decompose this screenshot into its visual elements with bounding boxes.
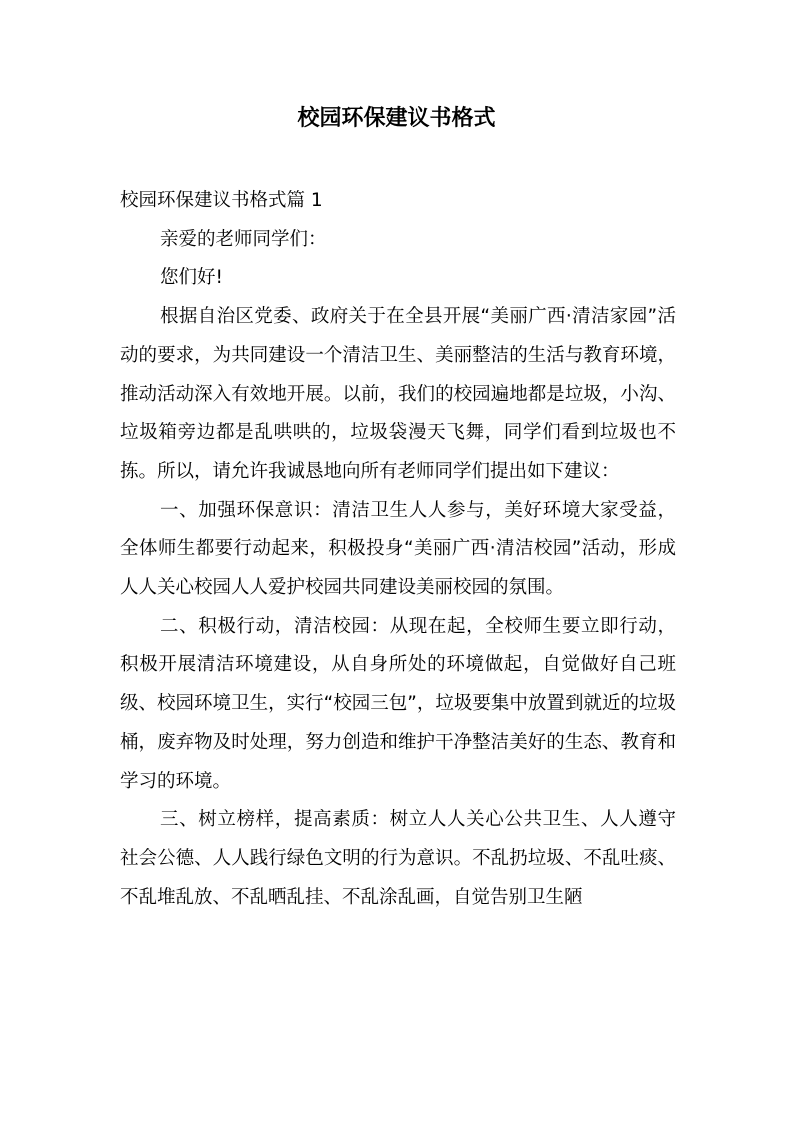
section-heading: 校园环保建议书格式篇 1 [120,190,323,211]
greeting-paragraph: 您们好! [160,267,223,289]
document-body [120,182,676,917]
intro-paragraph: 根据自治区党委、政府关于在全县开展“美丽广西·清洁家园”活动的要求，为共同建设一个清洁卫生、美丽整洁的生活与教育环境，推动活动深入有效地开展。以前，我们的校园遍地都是垃圾，小沟、垃圾箱旁边都是乱哄哄的，垃圾袋漫天飞舞，同学们看到垃圾也不拣。所以，请允许我诚恳地向所有老师同学们提出如下建议： [120,306,676,482]
suggestion-2-paragraph: 二、积极行动，清洁校园：从现在起，全校师生要立即行动，积极开展清洁环境建设，从自身所处的环境做起，自觉做好自己班级、校园环境卫生，实行“校园三包”，垃圾要集中放置到就近的垃圾桶，废弃物及时处理，努力创造和维护干净整洁美好的生态、教育和学习的环境。 [120,615,676,792]
suggestion-1-paragraph: 一、加强环保意识：清洁卫生人人参与，美好环境大家受益，全体师生都要行动起来，积极投身“美丽广西·清洁校园”活动，形成人人关心校园人人爱护校园共同建设美丽校园的氛围。 [120,499,676,599]
salutation-paragraph: 亲爱的老师同学们： [160,228,327,250]
suggestion-3-paragraph: 三、树立榜样，提高素质：树立人人关心公共卫生、人人遵守社会公德、人人践行绿色文明的行为意识。不乱扔垃圾、不乱吐痰、不乱堆乱放、不乱晒乱挂、不乱涂乱画，自觉告别卫生陋 [120,809,676,908]
document-title: 校园环保建议书格式 [297,106,496,131]
